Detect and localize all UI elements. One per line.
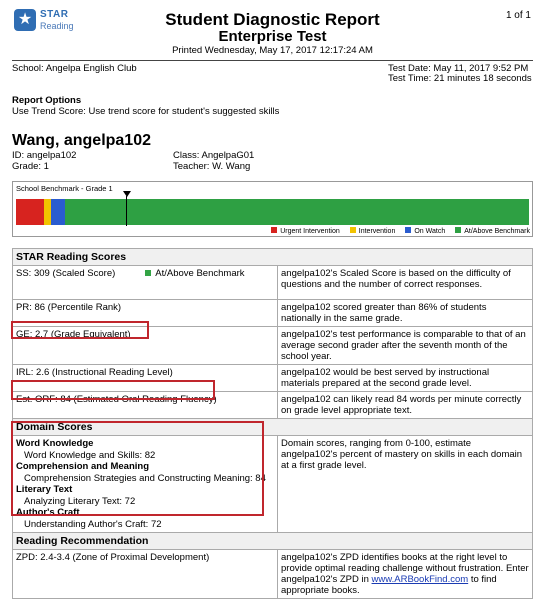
page-number: 1 of 1 (505, 10, 531, 21)
benchmark-segment (16, 199, 44, 225)
grade-equivalent: GE: 2.7 (Grade Equivalent) (13, 327, 278, 365)
legend-item (455, 227, 530, 235)
domain-detail: Understanding Author's Craft: 72 (24, 518, 162, 530)
scaled-score-cell (13, 266, 278, 300)
legend-label: On Watch (414, 228, 446, 235)
oral-reading-fluency: Est. ORF: 84 (Estimated Oral Reading Fluency) (13, 392, 278, 419)
instructional-reading-level-desc: angelpa102 would be best served by instructional materials prepared at the second grade level. (278, 365, 533, 392)
benchmark-chart (12, 181, 533, 237)
scaled-score: SS: 309 (Scaled Score) (16, 268, 116, 279)
score-marker (126, 192, 128, 226)
reading-recommendation-heading: Reading Recommendation (13, 533, 533, 550)
legend-item (350, 227, 396, 235)
report-subtitle: Enterprise Test (218, 28, 327, 45)
test-date: Test Date: May 11, 2017 9:52 PM (388, 63, 529, 74)
legend-item (271, 227, 340, 235)
domain-detail: Comprehension Strategies and Constructing Meaning: 84 (24, 472, 266, 484)
marker-arrow-icon (123, 191, 131, 197)
zpd-desc-cell (278, 550, 533, 599)
zpd-desc: angelpa102's ZPD identifies books at the right level to provide optimal reading challenge without frustration. Enter angelpa102's ZPD in (281, 552, 529, 585)
student-grade: Grade: 1 (12, 161, 49, 172)
legend-label: Intervention (358, 228, 396, 235)
marker-line (126, 196, 127, 226)
student-teacher: Teacher: W. Wang (173, 161, 251, 172)
logo-brand: STAR (40, 9, 69, 20)
benchmark-legend (13, 227, 530, 235)
percentile-rank: PR: 86 (Percentile Rank) (13, 300, 278, 327)
ge-highlight-box (11, 321, 149, 339)
domain-title: Author's Craft (16, 507, 80, 518)
benchmark-bar (16, 199, 529, 225)
legend-label: Urgent Intervention (280, 228, 340, 235)
benchmark-status-icon (145, 270, 151, 276)
printed-date: Printed Wednesday, May 17, 2017 12:17:24 AM (172, 45, 373, 56)
star-reading-scores-heading: STAR Reading Scores (13, 249, 533, 266)
legend-item (405, 227, 445, 235)
legend-label: At/Above Benchmark (464, 228, 530, 235)
test-time: Test Time: 21 minutes 18 seconds (388, 73, 532, 84)
zpd-range: ZPD: 2.4-3.4 (Zone of Proximal Development) (13, 550, 278, 599)
legend-swatch-icon (271, 227, 277, 233)
grade-equivalent-desc: angelpa102's test performance is comparable to that of an average second grader after the seventh month of the school year. (278, 327, 533, 365)
arbookfind-link[interactable]: www.ARBookFind.com (371, 574, 469, 585)
report-title: Student Diagnostic Report (165, 10, 380, 29)
domain-scores-desc: Domain scores, ranging from 0-100, estimate angelpa102's percent of mastery on skills in each domain at a first grade level. (278, 436, 533, 533)
domain-highlight-box (11, 421, 264, 516)
domain-scores-heading: Domain Scores (13, 419, 533, 436)
instructional-reading-level: IRL: 2.6 (Instructional Reading Level) (13, 365, 278, 392)
scaled-score-desc: angelpa102's Scaled Score is based on the difficulty of questions and the number of correct responses. (278, 266, 533, 300)
school-name: School: Angelpa English Club (12, 63, 137, 74)
benchmark-segment (65, 199, 529, 225)
student-class: Class: AngelpaG01 (173, 150, 255, 161)
star-icon: ★ (17, 11, 33, 28)
benchmark-label: School Benchmark - Grade 1 (16, 184, 113, 193)
domain-detail: Analyzing Literary Text: 72 (24, 495, 136, 507)
benchmark-segment (44, 199, 51, 225)
student-name: Wang, angelpa102 (12, 132, 151, 149)
benchmark-segment (51, 199, 65, 225)
logo-product: Reading (40, 21, 74, 31)
domain-title: Literary Text (16, 484, 73, 495)
domain-title: Word Knowledge (16, 438, 94, 449)
header-divider (12, 60, 533, 61)
domain-title: Comprehension and Meaning (16, 461, 150, 472)
legend-swatch-icon (405, 227, 411, 233)
legend-swatch-icon (455, 227, 461, 233)
percentile-rank-desc: angelpa102 scored greater than 86% of students nationally in the same grade. (278, 300, 533, 327)
zpd-desc-end: to find appropriate books. (281, 574, 497, 596)
report-options-heading: Report Options (12, 95, 82, 106)
benchmark-status: At/Above Benchmark (155, 268, 245, 279)
legend-swatch-icon (350, 227, 356, 233)
domain-detail: Word Knowledge and Skills: 82 (24, 449, 156, 461)
oral-reading-fluency-desc: angelpa102 can likely read 84 words per minute correctly on grade level appropriate text. (278, 392, 533, 419)
student-id: ID: angelpa102 (12, 150, 77, 161)
trend-score-option: Use Trend Score: Use trend score for student's suggested skills (12, 106, 280, 117)
orf-highlight-box (11, 380, 215, 400)
